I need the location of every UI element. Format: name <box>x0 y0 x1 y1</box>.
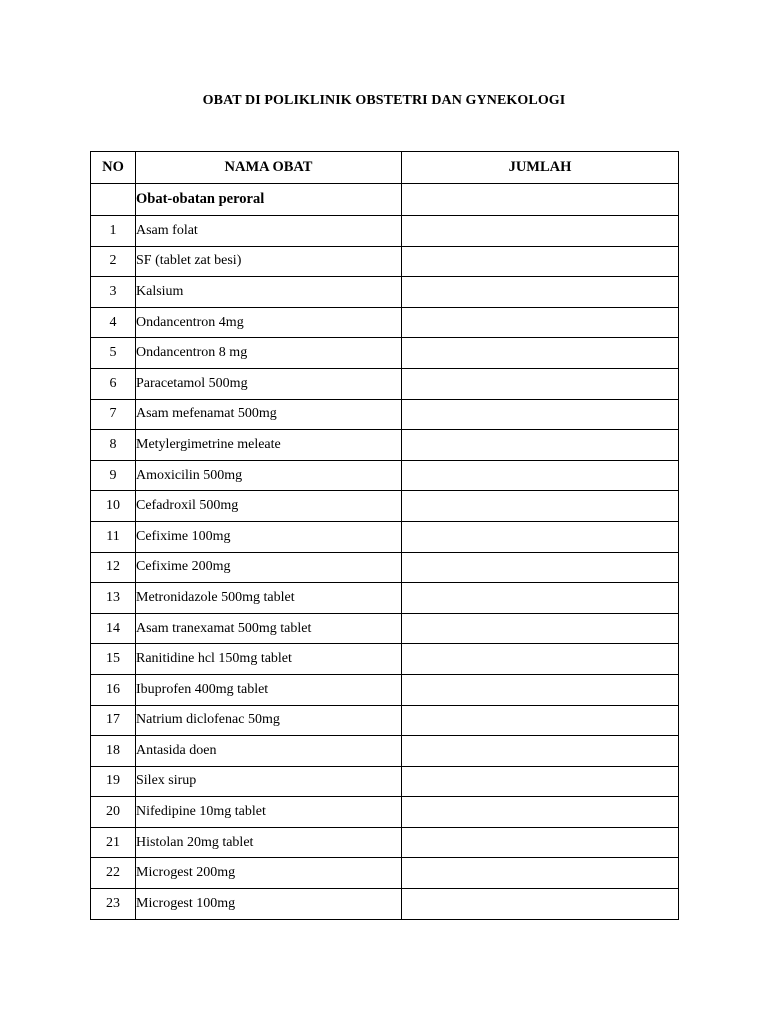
row-number: 20 <box>91 797 136 828</box>
table-row <box>91 889 679 920</box>
quantity-cell <box>402 491 679 522</box>
table-row <box>91 491 679 522</box>
quantity-cell <box>402 277 679 308</box>
row-number: 10 <box>91 491 136 522</box>
table-row <box>91 827 679 858</box>
section-qty-cell <box>402 184 679 216</box>
medicine-name: Kalsium <box>136 277 402 308</box>
row-number: 16 <box>91 674 136 705</box>
medicine-name: Ondancentron 8 mg <box>136 338 402 369</box>
row-number: 1 <box>91 216 136 247</box>
section-row <box>91 184 679 216</box>
quantity-cell <box>402 216 679 247</box>
quantity-cell <box>402 552 679 583</box>
medicine-name: Histolan 20mg tablet <box>136 827 402 858</box>
medicine-name: Silex sirup <box>136 766 402 797</box>
row-number: 12 <box>91 552 136 583</box>
quantity-cell <box>402 399 679 430</box>
quantity-cell <box>402 858 679 889</box>
quantity-cell <box>402 430 679 461</box>
column-header-qty: JUMLAH <box>402 152 679 184</box>
medicine-name: Nifedipine 10mg tablet <box>136 797 402 828</box>
table-header-row <box>91 152 679 184</box>
table-row <box>91 766 679 797</box>
table-row <box>91 338 679 369</box>
medicine-name: Metronidazole 500mg tablet <box>136 583 402 614</box>
medicine-name: Cefixime 100mg <box>136 521 402 552</box>
medication-table <box>90 151 679 920</box>
medicine-name: Ibuprofen 400mg tablet <box>136 674 402 705</box>
quantity-cell <box>402 613 679 644</box>
section-label: Obat-obatan peroral <box>136 184 402 216</box>
table-row <box>91 613 679 644</box>
quantity-cell <box>402 307 679 338</box>
page-title: OBAT DI POLIKLINIK OBSTETRI DAN GYNEKOLOGI <box>202 93 566 108</box>
medicine-name: Metylergimetrine meleate <box>136 430 402 461</box>
medicine-name: Cefadroxil 500mg <box>136 491 402 522</box>
row-number: 4 <box>91 307 136 338</box>
table-row <box>91 216 679 247</box>
medicine-name: Ondancentron 4mg <box>136 307 402 338</box>
table-row <box>91 736 679 767</box>
medicine-name: Asam tranexamat 500mg tablet <box>136 613 402 644</box>
row-number: 17 <box>91 705 136 736</box>
table-row <box>91 307 679 338</box>
row-number: 18 <box>91 736 136 767</box>
column-header-no: NO <box>91 152 136 184</box>
table-row <box>91 246 679 277</box>
row-number: 22 <box>91 858 136 889</box>
table-row <box>91 705 679 736</box>
section-no-cell <box>91 184 136 216</box>
row-number: 21 <box>91 827 136 858</box>
row-number: 5 <box>91 338 136 369</box>
table-row <box>91 858 679 889</box>
medicine-name: Asam mefenamat 500mg <box>136 399 402 430</box>
quantity-cell <box>402 644 679 675</box>
table-row <box>91 674 679 705</box>
quantity-cell <box>402 736 679 767</box>
table-row <box>91 797 679 828</box>
quantity-cell <box>402 674 679 705</box>
table-row <box>91 583 679 614</box>
quantity-cell <box>402 797 679 828</box>
medicine-name: Cefixime 200mg <box>136 552 402 583</box>
quantity-cell <box>402 246 679 277</box>
quantity-cell <box>402 827 679 858</box>
table-row <box>91 430 679 461</box>
row-number: 7 <box>91 399 136 430</box>
row-number: 6 <box>91 368 136 399</box>
quantity-cell <box>402 766 679 797</box>
row-number: 9 <box>91 460 136 491</box>
medicine-name: Asam folat <box>136 216 402 247</box>
medicine-name: Microgest 200mg <box>136 858 402 889</box>
row-number: 2 <box>91 246 136 277</box>
row-number: 19 <box>91 766 136 797</box>
quantity-cell <box>402 368 679 399</box>
quantity-cell <box>402 338 679 369</box>
medicine-name: Natrium diclofenac 50mg <box>136 705 402 736</box>
medicine-name: Antasida doen <box>136 736 402 767</box>
medicine-name: Microgest 100mg <box>136 889 402 920</box>
table-row <box>91 460 679 491</box>
quantity-cell <box>402 889 679 920</box>
row-number: 13 <box>91 583 136 614</box>
medicine-name: Paracetamol 500mg <box>136 368 402 399</box>
row-number: 11 <box>91 521 136 552</box>
row-number: 8 <box>91 430 136 461</box>
table-row <box>91 644 679 675</box>
row-number: 15 <box>91 644 136 675</box>
quantity-cell <box>402 521 679 552</box>
row-number: 14 <box>91 613 136 644</box>
column-header-name: NAMA OBAT <box>136 152 402 184</box>
table-row <box>91 399 679 430</box>
table-row <box>91 368 679 399</box>
table-body <box>91 184 679 920</box>
medicine-name: SF (tablet zat besi) <box>136 246 402 277</box>
row-number: 3 <box>91 277 136 308</box>
medicine-name: Ranitidine hcl 150mg tablet <box>136 644 402 675</box>
table-row <box>91 277 679 308</box>
row-number: 23 <box>91 889 136 920</box>
table-row <box>91 521 679 552</box>
quantity-cell <box>402 705 679 736</box>
quantity-cell <box>402 583 679 614</box>
table-row <box>91 552 679 583</box>
medicine-name: Amoxicilin 500mg <box>136 460 402 491</box>
quantity-cell <box>402 460 679 491</box>
